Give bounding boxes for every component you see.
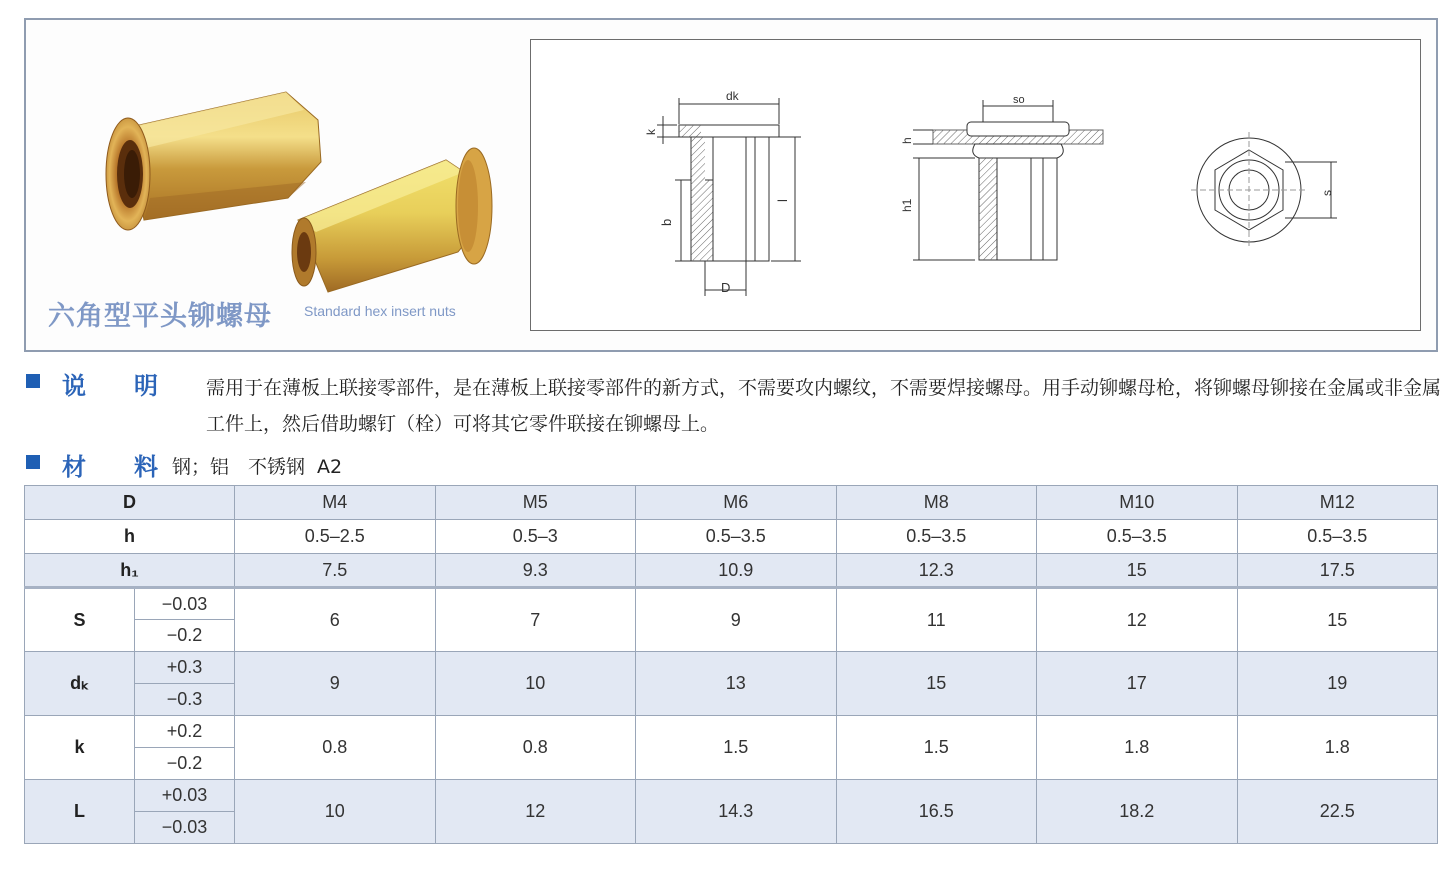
material-label: 材 料 [62, 453, 158, 481]
value-cell: 1.5 [836, 716, 1037, 780]
installed-section-view [900, 94, 1103, 260]
table-row-s [25, 588, 1438, 620]
material-text: 钢；铝 不锈钢 A2 [172, 456, 343, 478]
size-cell: M8 [836, 486, 1037, 520]
value-cell: 1.8 [1237, 716, 1438, 780]
product-title-en: Standard hex insert nuts [304, 303, 456, 319]
product-title-cn: 六角型平头铆螺母 [48, 301, 272, 332]
tolerance-upper: +0.3 [135, 652, 235, 684]
row-label-L: L [25, 780, 135, 844]
tolerance-lower: −0.03 [135, 812, 235, 844]
value-cell: 6 [235, 588, 436, 652]
value-cell: 10 [235, 780, 436, 844]
row-label-D: D [25, 486, 235, 520]
size-cell: M10 [1037, 486, 1238, 520]
value-cell: 15 [836, 652, 1037, 716]
size-cell: M4 [235, 486, 436, 520]
value-cell: 14.3 [636, 780, 837, 844]
value-cell: 9.3 [435, 554, 636, 588]
label-b: b [659, 218, 674, 226]
nut-photo [66, 70, 496, 300]
tolerance-lower: −0.2 [135, 620, 235, 652]
tolerance-lower: −0.2 [135, 748, 235, 780]
value-cell: 1.5 [636, 716, 837, 780]
table-row-dk [25, 652, 1438, 684]
description-text: 需用于在薄板上联接零部件，是在薄板上联接零部件的新方式，不需要攻内螺纹，不需要焊接螺母。用手动铆螺母枪，将铆螺母铆接在金属或非金属工件上，然后借助螺钉（栓）可将其它零件联接在铆螺母上。 [206, 377, 1442, 435]
row-label-h: h [25, 520, 235, 554]
row-label-h1: h₁ [25, 554, 235, 588]
value-cell: 0.5–3.5 [1237, 520, 1438, 554]
value-cell: 7 [435, 588, 636, 652]
value-cell: 0.5–3 [435, 520, 636, 554]
description-label: 说 明 [62, 372, 158, 400]
label-k: k [644, 129, 658, 135]
value-cell: 1.8 [1037, 716, 1238, 780]
material-bullet [26, 455, 40, 469]
value-cell: 10.9 [636, 554, 837, 588]
table-row-k [25, 716, 1438, 748]
value-cell: 13 [636, 652, 837, 716]
label-h1: h1 [900, 198, 914, 212]
value-cell: 17 [1037, 652, 1238, 716]
tolerance-upper: +0.03 [135, 780, 235, 812]
value-cell: 0.5–3.5 [836, 520, 1037, 554]
tolerance-lower: −0.3 [135, 684, 235, 716]
value-cell: 7.5 [235, 554, 436, 588]
value-cell: 12 [435, 780, 636, 844]
value-cell: 0.8 [235, 716, 436, 780]
tolerance-upper: −0.03 [135, 588, 235, 620]
value-cell: 0.8 [435, 716, 636, 780]
value-cell: 19 [1237, 652, 1438, 716]
value-cell: 18.2 [1037, 780, 1238, 844]
table-row-h1 [25, 554, 1438, 588]
row-label-dk: dₖ [25, 652, 135, 716]
tolerance-upper: +0.2 [135, 716, 235, 748]
row-label-s: S [25, 588, 135, 652]
technical-drawing [530, 39, 1421, 331]
product-panel [24, 18, 1438, 352]
value-cell: 12 [1037, 588, 1238, 652]
value-cell: 0.5–3.5 [636, 520, 837, 554]
size-cell: M5 [435, 486, 636, 520]
value-cell: 11 [836, 588, 1037, 652]
side-section-view [644, 89, 801, 296]
label-so: so [1013, 94, 1025, 106]
value-cell: 15 [1237, 588, 1438, 652]
label-D: D [721, 280, 731, 295]
value-cell: 22.5 [1237, 780, 1438, 844]
description-block [24, 368, 1444, 434]
value-cell: 12.3 [836, 554, 1037, 588]
top-view [1191, 132, 1337, 248]
value-cell: 9 [235, 652, 436, 716]
product-photo-area [26, 20, 526, 350]
drawing-canvas [531, 40, 1422, 332]
spec-table [24, 485, 1438, 844]
value-cell: 10 [435, 652, 636, 716]
value-cell: 15 [1037, 554, 1238, 588]
table-row-L [25, 780, 1438, 812]
value-cell: 16.5 [836, 780, 1037, 844]
label-s: s [1320, 190, 1334, 196]
value-cell: 17.5 [1237, 554, 1438, 588]
label-h: h [900, 137, 914, 144]
table-row-D [25, 486, 1438, 520]
label-l: l [775, 199, 790, 202]
size-cell: M12 [1237, 486, 1438, 520]
value-cell: 9 [636, 588, 837, 652]
size-cell: M6 [636, 486, 837, 520]
row-label-k: k [25, 716, 135, 780]
value-cell: 0.5–2.5 [235, 520, 436, 554]
label-dk: dk [726, 89, 739, 103]
value-cell: 0.5–3.5 [1037, 520, 1238, 554]
table-row-h [25, 520, 1438, 554]
